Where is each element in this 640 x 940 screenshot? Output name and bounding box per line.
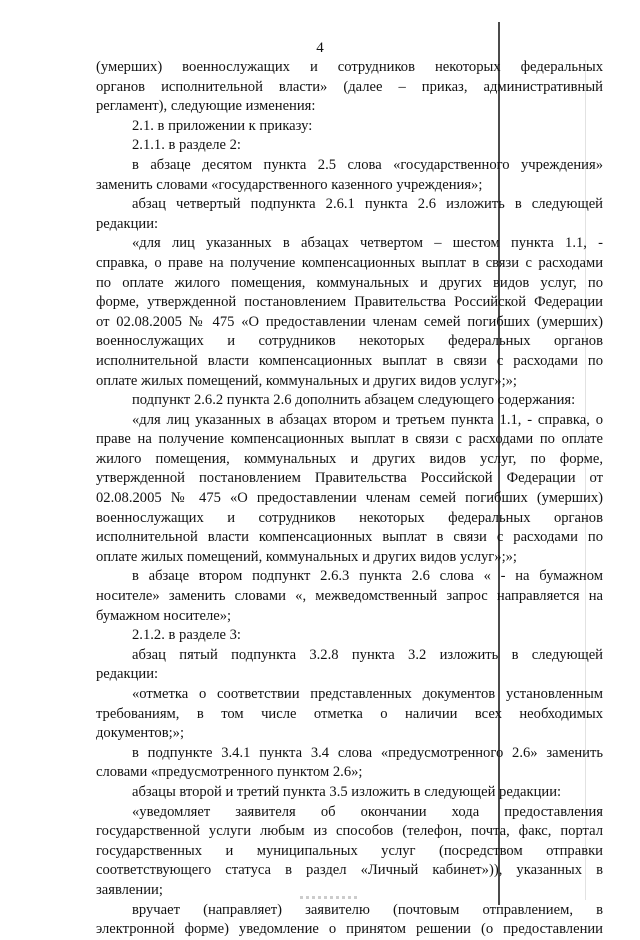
text-line: 02.08.2005 № 475 «О предоставлении членам семей погибших (умерших) [96, 490, 603, 507]
text-line: в абзаце десятом пункта 2.5 слова «государственного учреждения» [132, 156, 603, 173]
text-line: редакции: [96, 215, 159, 232]
text-line: подпункт 2.6.2 пункта 2.6 дополнить абзацем следующего содержания: [132, 392, 576, 409]
text-line: государственной услуги любым из способов (телефон, почта, факс, портал [96, 823, 603, 840]
text-line: 2.1. в приложении к приказу: [132, 117, 313, 134]
text-line: «отметка о соответствии представленных документов установленным [132, 686, 603, 702]
text-line: электронной форме) уведомление о принятом решении (о предоставлении [96, 921, 603, 938]
text-line: форме, утвержденной постановлением Правительства Российской Федерации [96, 294, 603, 311]
text-line: 2.1.1. в разделе 2: [132, 137, 241, 154]
document-body [96, 58, 603, 940]
text-line: органов исполнительной власти» (далее – приказ, административный [96, 78, 603, 95]
text-line: словами «предусмотренного пунктом 2.6»; [96, 764, 363, 781]
text-line: утвержденной постановлением Правительства Российской Федерации от [96, 470, 603, 487]
text-line: заменить словами «государственного казенного учреждения»; [96, 176, 483, 193]
text-line: (умерших) военнослужащих и сотрудников некоторых федеральных [96, 59, 603, 75]
text-line: заявлении; [96, 881, 163, 898]
text-line: оплате жилых помещений, коммунальных и других видов услуг»;»; [96, 548, 517, 565]
text-line: по оплате жилого помещения, коммунальных и других видов услуг, по [96, 274, 603, 291]
text-line: «для лиц указанных в абзацах втором и третьем пункта 1.1, - справка, о [132, 411, 603, 428]
text-line: государственных и муниципальных услуг (посредством отправки [96, 842, 603, 859]
text-line: военнослужащих и сотрудников некоторых федеральных органов [96, 509, 603, 526]
text-line: в абзаце втором подпункт 2.6.3 пункта 2.6 слова « - на бумажном [132, 568, 603, 585]
text-line: жилого помещения, коммунальных и других видов услуг, по форме, [96, 450, 603, 467]
text-line: от 02.08.2005 № 475 «О предоставлении членам семей погибших (умерших) [96, 313, 603, 330]
text-line: исполнительной власти компенсационных выплат в связи с расходами по [96, 352, 603, 369]
text-line: документов;»; [96, 725, 185, 742]
text-line: в подпункте 3.4.1 пункта 3.4 слова «предусмотренного 2.6» заменить [132, 744, 603, 761]
text-line: исполнительной власти компенсационных выплат в связи с расходами по [96, 529, 603, 546]
text-line: носителе» заменить словами «, межведомственный запрос направляется на [96, 588, 603, 605]
text-line: регламент), следующие изменения: [96, 98, 316, 115]
text-line: вручает (направляет) заявителю (почтовым отправлением, в [132, 901, 603, 918]
text-line: оплате жилых помещений, коммунальных и других видов услуг»;»; [96, 372, 517, 389]
scan-artifact-mark [300, 896, 360, 899]
text-line: бумажном носителе»; [96, 607, 232, 624]
text-line: праве на получение компенсационных выплат в связи с расходами по оплате [96, 431, 603, 448]
text-line: требованиям, в том числе отметка о наличии всех необходимых [96, 705, 603, 722]
text-line: абзацы второй и третий пункта 3.5 изложить в следующей редакции: [132, 783, 562, 800]
text-line: редакции: [96, 666, 159, 683]
text-line: военнослужащих и сотрудников некоторых федеральных органов [96, 333, 603, 350]
text-line: абзац четвертый подпункта 2.6.1 пункта 2.6 изложить в следующей [132, 196, 603, 213]
text-line: «для лиц указанных в абзацах четвертом – шестом пункта 1.1, - [132, 235, 603, 252]
text-line: соответствующего статуса в раздел «Личный кабинет»)), указанных в [96, 862, 603, 879]
text-line: абзац пятый подпункта 3.2.8 пункта 3.2 изложить в следующей [132, 646, 603, 663]
page-number: 4 [316, 40, 324, 56]
text-line: 2.1.2. в разделе 3: [132, 627, 241, 644]
text-line: справка, о праве на получение компенсационных выплат в связи с расходами [96, 254, 603, 271]
text-line: «уведомляет заявителя об окончании хода предоставления [132, 803, 603, 820]
